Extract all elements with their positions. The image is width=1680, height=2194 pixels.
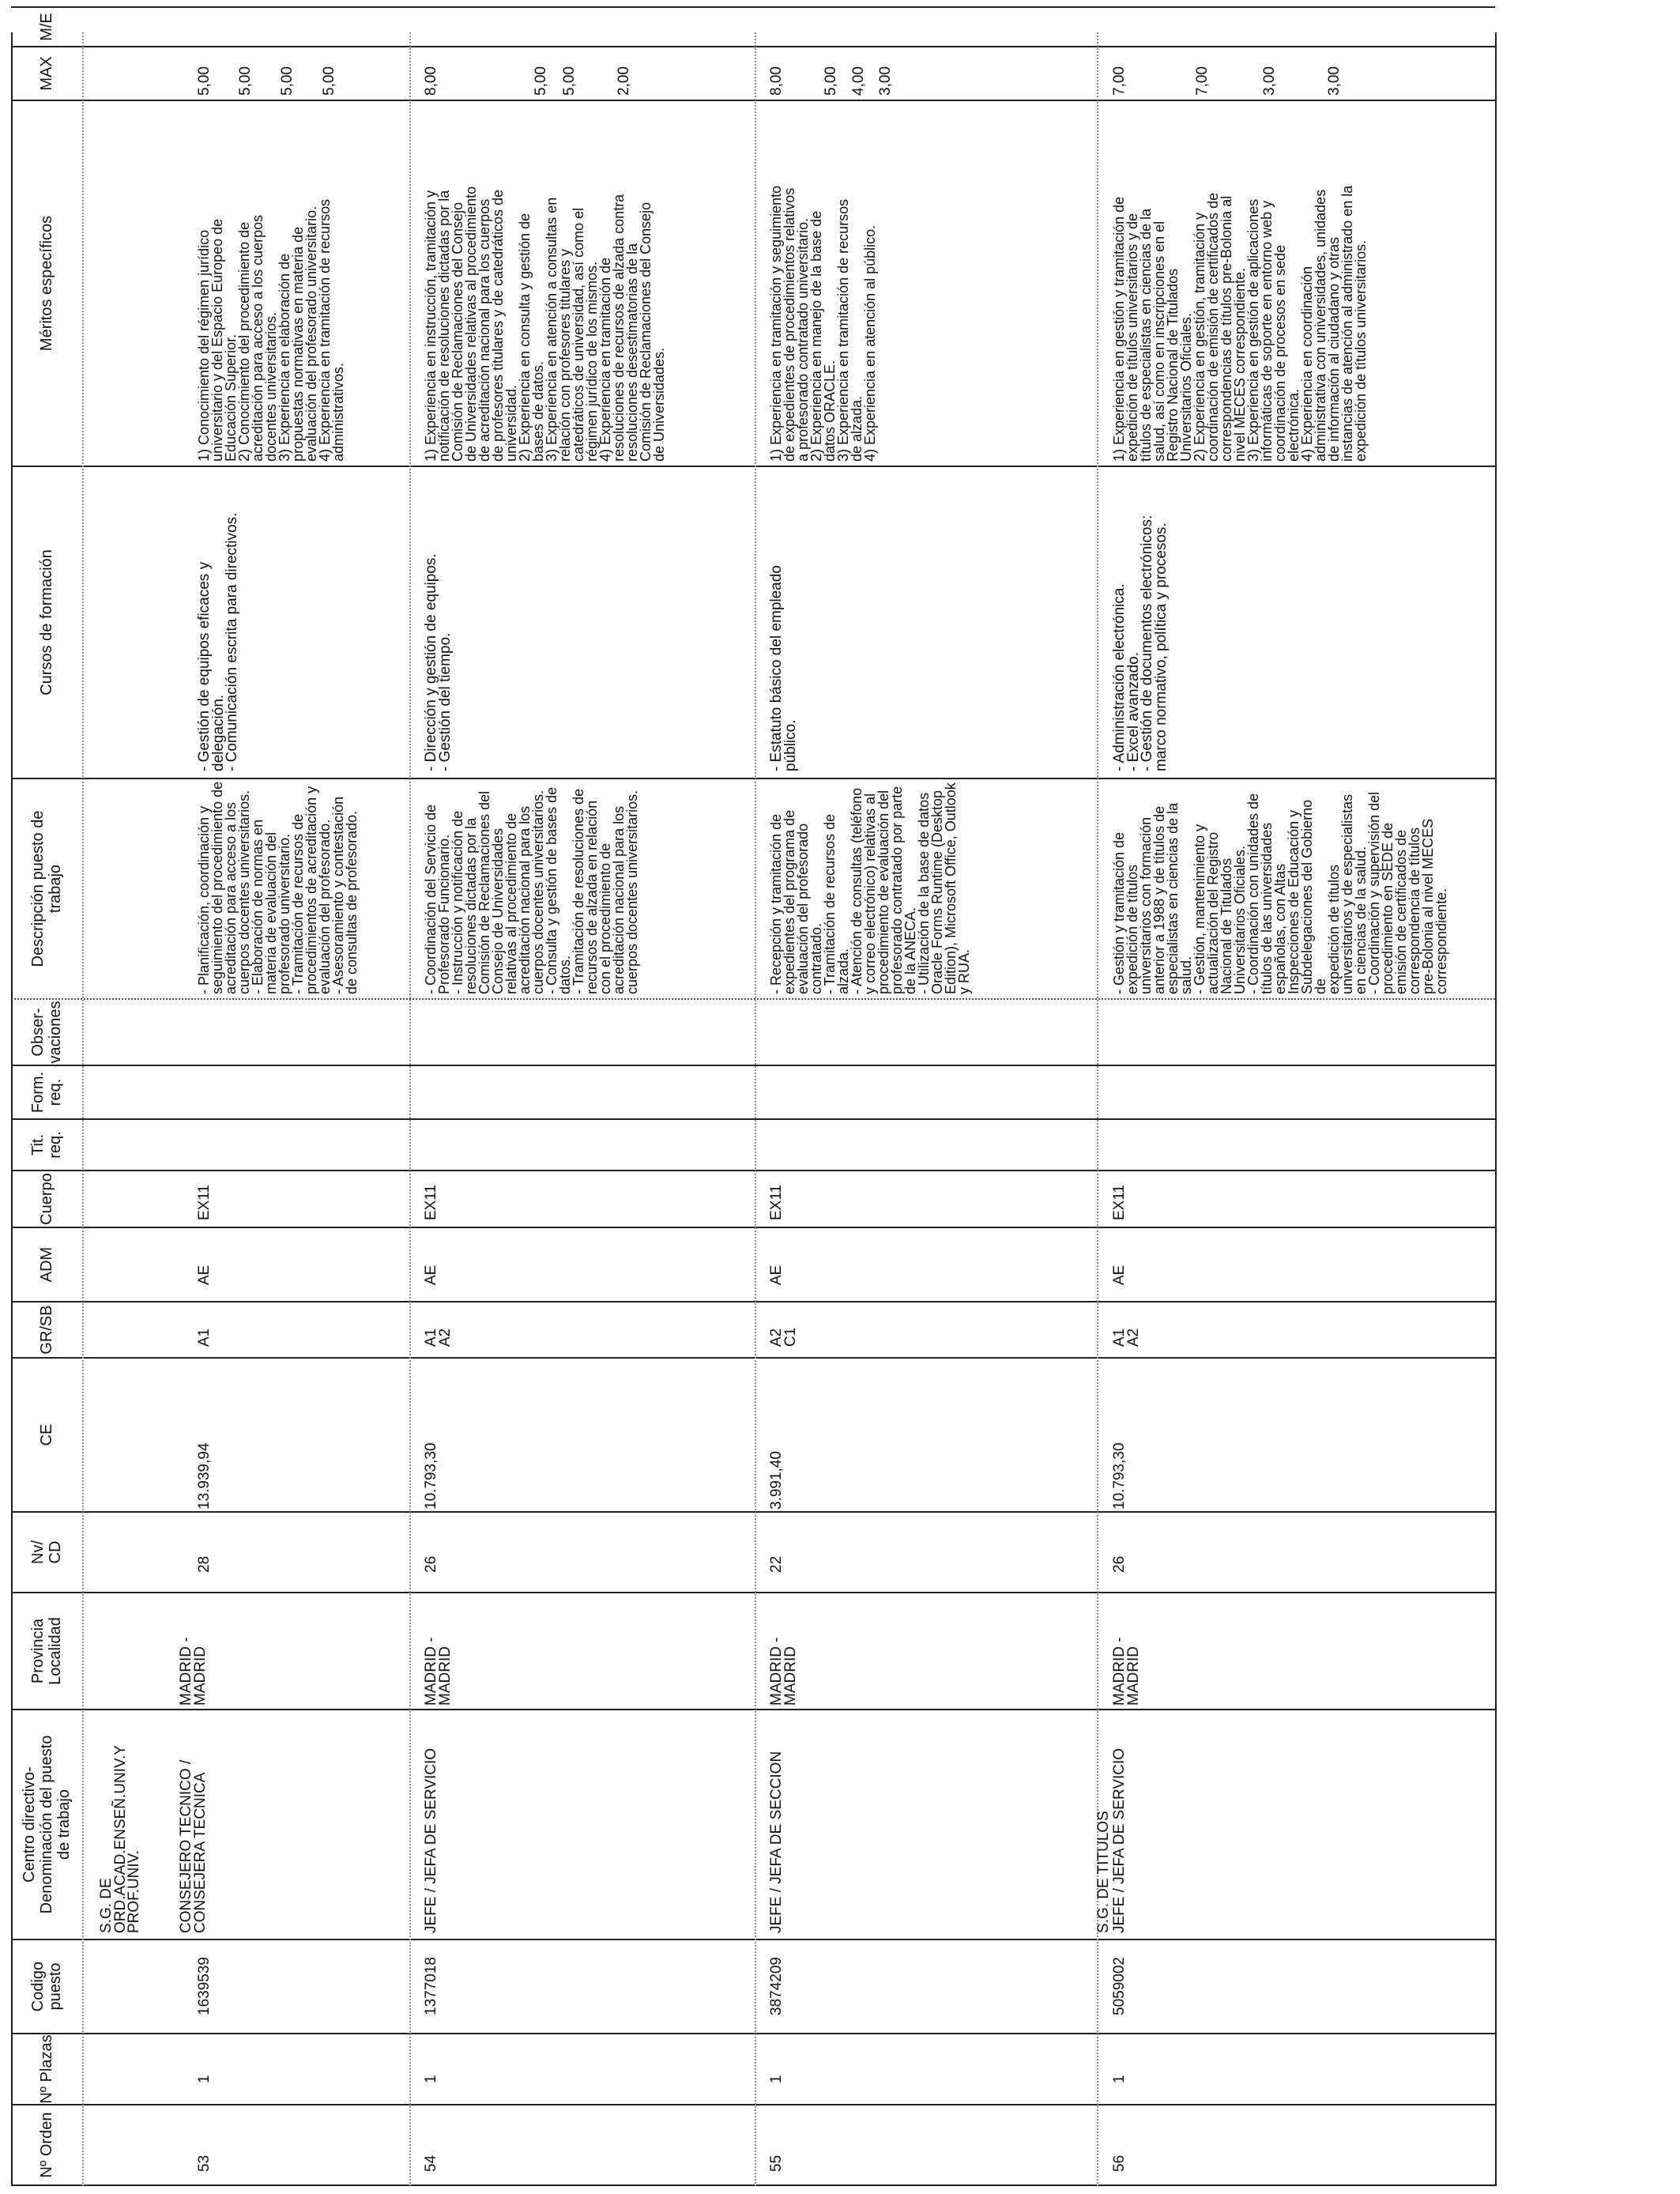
table-border-bottom [1495, 32, 1497, 2186]
divider [11, 2185, 1495, 2186]
header-cuerpo: Cuerpo [38, 1173, 55, 1225]
row-55-provincia: MADRID - MADRID [768, 1637, 799, 1706]
header-tit: Tit. req. [29, 1131, 64, 1159]
row-54-adm: AE [423, 1265, 439, 1285]
divider [11, 1511, 1495, 1513]
row-56-max-2: 7,00 [1194, 66, 1211, 96]
row-56-codigo: 5059002 [1111, 1957, 1128, 2015]
row-56-cursos: - Administración electrónica. - Excel avanzado. - Gestión de documentos electrónicos: marco normativo, política y procesos. [1111, 515, 1170, 771]
row-56-max-3: 3,00 [1261, 66, 1278, 96]
row-55-centro: JEFE / JEFA DE SECCION [768, 1751, 785, 1933]
row-56-section: S.G. DE TITULOS [1095, 1811, 1112, 1933]
row-54-max-3: 5,00 [561, 66, 578, 96]
divider [11, 1592, 1495, 1593]
row-53-cursos: - Gestión de equipos eficaces y delegación. - Comunicación escrita para directivos. [196, 512, 240, 771]
row-53-max-1: 5,00 [196, 66, 213, 96]
row-53-centro: CONSEJERO TECNICO / CONSEJERA TECNICA [178, 1759, 209, 1933]
header-descripcion: Descripción puesto de trabajo [29, 810, 64, 967]
row-54-cursos: - Dirección y gestión de equipos. - Gestión del tiempo. [423, 553, 454, 771]
row-54-provincia: MADRID - MADRID [423, 1637, 454, 1706]
divider [11, 6, 1495, 8]
row-54-centro: JEFE / JEFA DE SERVICIO [423, 1747, 439, 1933]
row-55-cuerpo: EX11 [768, 1184, 785, 1220]
divider [11, 1227, 1495, 1228]
section-title: S.G. DE ORD.ACAD.ENSEÑ.UNIV.Y PROF.UNIV. [98, 1745, 142, 1933]
row-53-provincia: MADRID - MADRID [178, 1637, 209, 1706]
row-55-max-1: 8,00 [768, 66, 785, 96]
row-53-nivel: 28 [196, 1555, 213, 1573]
row-54-codigo: 1377018 [423, 1957, 439, 2015]
row-54-max-4: 2,00 [616, 66, 632, 96]
row-54-grupo: A1 A2 [423, 1328, 454, 1347]
divider [11, 1118, 1495, 1120]
row-56-cuerpo: EX11 [1111, 1184, 1128, 1220]
divider [11, 998, 1495, 1000]
header-ce: CE [38, 1423, 55, 1446]
header-grupo: GR/SB [38, 1305, 55, 1355]
row-53-adm: AE [196, 1265, 213, 1285]
divider [11, 1301, 1495, 1302]
header-form: Form. req. [29, 1071, 64, 1114]
row-56-adm: AE [1111, 1265, 1128, 1285]
header-centro: Centro directivo- Denominación del puesto de trabajo [21, 1735, 73, 1914]
header-plazas: Nº Plazas [38, 2034, 55, 2104]
row-55-cursos: - Estatuto básico del empleado público. [768, 565, 799, 771]
row-56-max-1: 7,00 [1111, 66, 1128, 96]
divider [11, 1065, 1495, 1066]
row-55-max-2: 5,00 [823, 66, 839, 96]
row-53-cuerpo: EX11 [196, 1184, 213, 1220]
row-54-plazas: 1 [423, 2075, 439, 2083]
header-codigo: Codigo puesto [29, 1961, 64, 2012]
row-56-provincia: MADRID - MADRID [1111, 1637, 1142, 1706]
row-56-orden: 56 [1111, 2154, 1128, 2172]
divider [11, 2104, 1495, 2105]
row-54-meritos: 1) Experiencia en instrucción, tramitación y notificación de resoluciones dictadas por la Comisión de Reclamaciones del Consejo de Universidades relativas al procedimiento de acreditación nacional para los cuerpos de profesores titulares y de catedráticos de universidad. 2) Experiencia en consulta y gestión de bases de datos. 3) Experiencia en atención a consultas en relación con profesores titulares y catedráticos de universidad, así como el régimen jurídico de los mismos. 4) Experiencia en tramitación de resoluciones de recursos de alzada contra resoluciones desestimatorias de la Comisión de Reclamaciones del Consejo de Universidades. [423, 186, 667, 462]
divider [11, 100, 1495, 101]
header-meritos: Méritos específicos [38, 215, 55, 352]
divider [11, 2033, 1495, 2034]
row-53-meritos: 1) Conocimiento del régimen jurídico universitario y del Espacio Europeo de Educación Superior. 2) Conocimiento del procedimiento de acreditación para acceso a los cuerpos docentes universitarios. 3) Experiencia en elaboración de propuestas normativas en materia de evaluación del profesorado universitario. 4) Experiencia en tramitación de recursos administrativos. [196, 198, 346, 462]
row-53-orden: 53 [196, 2154, 213, 2172]
header-orden: Nº Orden [38, 2112, 55, 2178]
row-56-meritos: 1) Experiencia en gestión y tramitación de expedición de títulos universitarios y de títulos de especialistas en ciencias de la salud, así como en inscripciones en el Registro Nacional de Titulados Universitarios Oficiales. 2) Experiencia en gestión, tramitación y coordinación de emisión de certificados de correspondencias de títulos pre-Bolonia al nivel MECES correspondiente. 3) Experiencia en gestión de aplicaciones informáticas de soporte en entorno web y coordinación de procesos en sede electrónica. 4) Experiencia en coordinación administrativa con universidades, unidades de información al ciudadano y otras instancias de atención al administrado en la expedición de títulos universitarios. [1111, 185, 1369, 462]
row-55-descripcion: - Recepción y tramitación de expedientes del programa de evaluación del profesorado contratado. - Tramitación de recursos de alzada. - Atención de consultas (teléfono y correo electrónico) relativas al procedimiento de evaluación del profesorado contratado por parte de la ANECA. - Utilización de la base de datos Oracle Forms Runtime (Desktop Edition), Microsoft Office, Outlook y RUA. [768, 782, 972, 994]
row-54-nivel: 26 [423, 1555, 439, 1573]
row-53-codigo: 1639539 [196, 1957, 213, 2015]
row-56-centro: JEFE / JEFA DE SERVICIO [1111, 1747, 1128, 1933]
row-53-max-4: 5,00 [321, 66, 337, 96]
row-separator [755, 32, 756, 2186]
divider [11, 1939, 1495, 1940]
row-55-ce: 3.991,40 [768, 1451, 785, 1510]
row-53-ce: 13.939,94 [196, 1442, 213, 1510]
row-53-grupo: A1 [196, 1328, 213, 1347]
row-53-max-2: 5,00 [237, 66, 254, 96]
row-55-orden: 55 [768, 2154, 785, 2172]
row-56-max-4: 3,00 [1326, 66, 1343, 96]
header-cursos: Cursos de formación [38, 549, 55, 696]
row-55-meritos: 1) Experiencia en tramitación y seguimiento de expedientes de procedimientos relativos a profesorado contratado universitario. 2) Experiencia en manejo de la base de datos ORACLE. 3) Experiencia en tramitación de recursos de alzada. 4) Experiencia en atención al público. [768, 185, 878, 462]
divider [11, 1170, 1495, 1171]
divider [11, 46, 1495, 47]
row-56-ce: 10.793,30 [1111, 1442, 1128, 1510]
row-56-grupo: A1 A2 [1111, 1328, 1142, 1347]
row-56-nivel: 26 [1111, 1555, 1128, 1573]
header-nivel: Nv/ CD [29, 1540, 64, 1564]
row-55-plazas: 1 [768, 2075, 785, 2083]
divider [11, 1709, 1495, 1710]
row-55-max-4: 3,00 [877, 66, 894, 96]
header-separator [82, 32, 84, 2186]
header-max: MAX [38, 56, 55, 91]
divider [11, 778, 1495, 779]
header-provincia: Provincia Localidad [29, 1617, 64, 1685]
divider [11, 1357, 1495, 1359]
row-53-descripcion: - Planificación, coordinación y seguimiento del procedimiento de acreditación para acceso a los cuerpos docentes universitarios. - Elaboración de normas en materia de evaluación del profesorado universitario. - Tramitación de recursos de procedimientos de acreditación y evaluación del profesorado. - Asesoramiento y contestación de consultas de profesorado. [196, 781, 360, 994]
row-55-nivel: 22 [768, 1555, 785, 1573]
row-56-plazas: 1 [1111, 2075, 1128, 2083]
row-54-descripcion: - Coordinación del Servicio de Profesorado Funcionario. - Instrucción y notificación de resoluciones dictadas por la Comisión de Reclamaciones del Consejo de Universidades relativas al procedimiento de acreditación nacional para los cuerpos docentes universitarios. - Consulta y gestión de bases de datos. - Tramitación de resoluciones de recursos de alzada en relación con el procedimiento de acreditación nacional para los cuerpos docentes universitarios. [423, 786, 640, 994]
row-55-grupo: A2 C1 [768, 1327, 799, 1347]
row-54-max-2: 5,00 [533, 66, 549, 96]
row-56-descripcion: - Gestión y tramitación de expedición de títulos universitarios con formación anterior a 1988 y de títulos de especialistas en ciencias de la salud. - Gestión, mantenimiento y actualización del Registro Nacional de Titulados Universitarios Oficiales. - Coordinación con unidades de títulos de las universidades españolas, con Altas Inspecciones de Educación y Subdelegaciones del Gobierno de expedición de títulos universitarios y de especialistas en ciencias de la salud. - Coordinación y supervisión del procedimiento en SEDE de emisión de certificados de correspondencia de títulos pre-Bolonia al nivel MECES correspondiente. [1111, 791, 1449, 994]
row-54-cuerpo: EX11 [423, 1184, 439, 1220]
row-53-max-3: 5,00 [279, 66, 296, 96]
row-54-max-1: 8,00 [423, 66, 439, 96]
header-me: M/E [38, 13, 55, 41]
row-55-codigo: 3874209 [768, 1957, 785, 2015]
row-54-ce: 10.793,30 [423, 1442, 439, 1510]
row-54-orden: 54 [423, 2154, 439, 2172]
header-observaciones: Obser- vaciones [29, 1001, 64, 1064]
header-adm: ADM [38, 1246, 55, 1283]
divider [11, 466, 1495, 467]
row-55-max-3: 4,00 [850, 66, 867, 96]
row-55-adm: AE [768, 1265, 785, 1285]
row-separator [409, 32, 411, 2186]
row-53-plazas: 1 [196, 2075, 213, 2083]
